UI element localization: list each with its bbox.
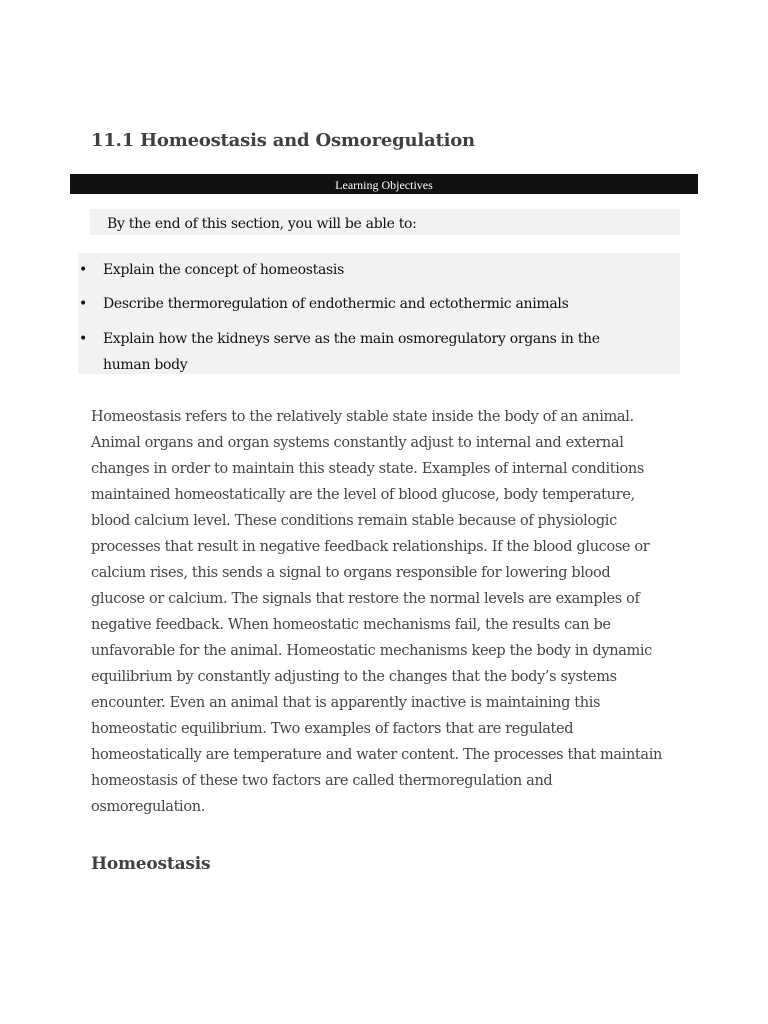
objective-text-line: Explain how the kidneys serve as the main osmoregulatory organs in the xyxy=(103,331,600,347)
paragraph-line: homeostasis of these two factors are called thermoregulation and xyxy=(91,773,553,789)
paragraph-line: negative feedback. When homeostatic mechanisms fail, the results can be xyxy=(91,617,611,633)
subheading-homeostasis: Homeostasis xyxy=(91,854,211,874)
paragraph-line: maintained homeostatically are the level of blood glucose, body temperature, xyxy=(91,487,635,503)
objective-text-line: human body xyxy=(103,357,188,373)
paragraph-line: calcium rises, this sends a signal to organs responsible for lowering blood xyxy=(91,565,611,581)
learning-objectives-header: Learning Objectives xyxy=(70,174,698,194)
bullet-icon: • xyxy=(79,331,87,347)
objective-text: Describe thermoregulation of endothermic and ectothermic animals xyxy=(103,296,569,312)
body-paragraph xyxy=(91,404,691,820)
bullet-icon: • xyxy=(79,262,87,278)
paragraph-line: equilibrium by constantly adjusting to the changes that the body’s systems xyxy=(91,669,617,685)
paragraph-line: homeostatic equilibrium. Two examples of factors that are regulated xyxy=(91,721,574,737)
objective-text xyxy=(103,326,663,378)
paragraph-line: osmoregulation. xyxy=(91,799,205,815)
paragraph-line: processes that result in negative feedback relationships. If the blood glucose or xyxy=(91,539,650,555)
paragraph-line: Animal organs and organ systems constantly adjust to internal and external xyxy=(91,435,624,451)
objective-text: Explain the concept of homeostasis xyxy=(103,262,344,278)
paragraph-line: homeostatically are temperature and water content. The processes that maintain xyxy=(91,747,662,763)
paragraph-line: changes in order to maintain this steady state. Examples of internal conditions xyxy=(91,461,644,477)
paragraph-line: glucose or calcium. The signals that restore the normal levels are examples of xyxy=(91,591,640,607)
paragraph-line: unfavorable for the animal. Homeostatic mechanisms keep the body in dynamic xyxy=(91,643,652,659)
bullet-icon: • xyxy=(79,296,87,312)
paragraph-line: encounter. Even an animal that is apparently inactive is maintaining this xyxy=(91,695,601,711)
section-title: 11.1 Homeostasis and Osmoregulation xyxy=(91,130,475,151)
paragraph-line: Homeostasis refers to the relatively stable state inside the body of an animal. xyxy=(91,409,634,425)
learning-objectives-list xyxy=(78,253,680,374)
learning-objectives-intro: By the end of this section, you will be able to: xyxy=(90,209,680,235)
paragraph-line: blood calcium level. These conditions remain stable because of physiologic xyxy=(91,513,617,529)
